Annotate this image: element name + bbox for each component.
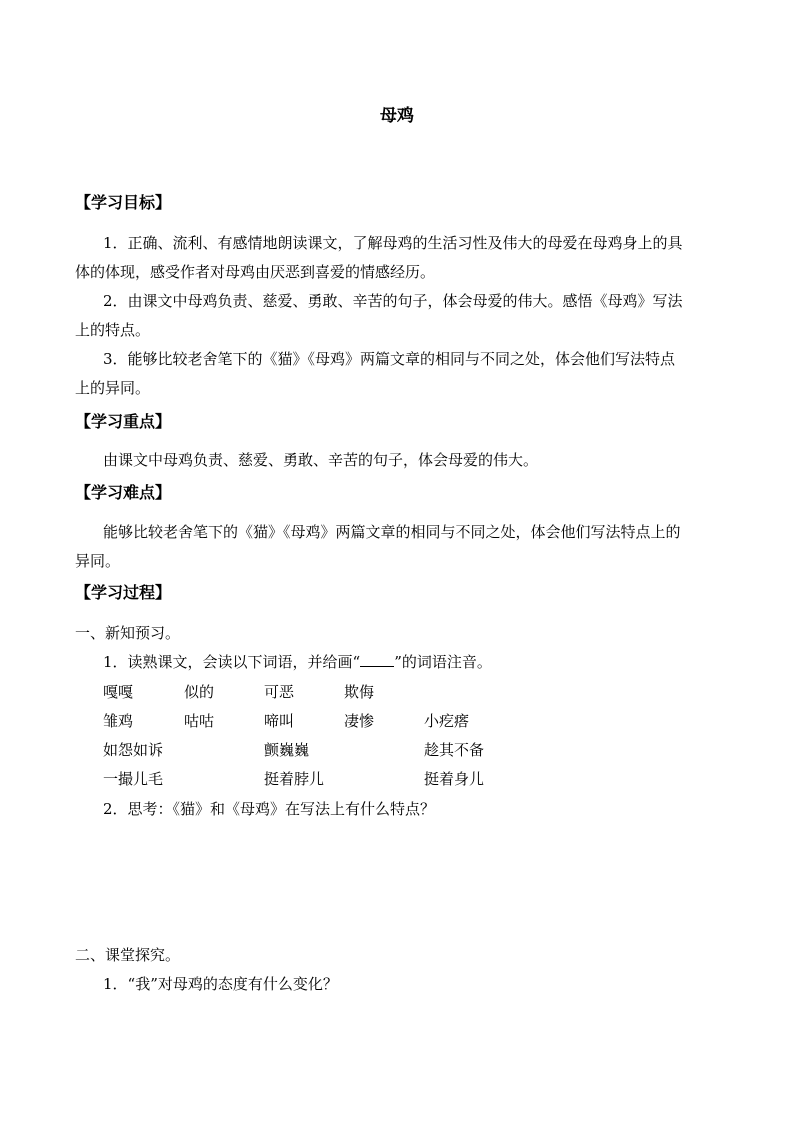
goal-2-line-2: 上的特点。 bbox=[75, 321, 151, 339]
question-1-prefix: 1．读熟课文，会读以下词语，并给画“ bbox=[103, 653, 361, 671]
word: 欺侮 bbox=[344, 683, 375, 701]
section-1-title: 一、新知预习。 bbox=[75, 624, 181, 642]
goal-3-line-2: 上的异同。 bbox=[75, 379, 151, 397]
underline-blank bbox=[360, 654, 394, 667]
focus-heading: 【学习重点】 bbox=[75, 412, 172, 431]
word: 小疙瘩 bbox=[424, 712, 470, 730]
word: 咕咕 bbox=[184, 712, 215, 730]
question-2: 2．思考：《猫》和《母鸡》在写法上有什么特点？ bbox=[103, 800, 436, 818]
goal-2-line-1: 2．由课文中母鸡负责、慈爱、勇敢、辛苦的句子，体会母爱的伟大。感悟《母鸡》写法 bbox=[103, 292, 683, 310]
word: 趁其不备 bbox=[424, 741, 485, 759]
goals-heading: 【学习目标】 bbox=[75, 193, 172, 212]
difficulty-line-2: 异同。 bbox=[75, 552, 121, 570]
focus-text: 由课文中母鸡负责、慈爱、勇敢、辛苦的句子，体会母爱的伟大。 bbox=[103, 451, 539, 469]
difficulty-line-1: 能够比较老舍笔下的《猫》《母鸡》两篇文章的相同与不同之处，体会他们写法特点上的 bbox=[103, 523, 681, 541]
goal-1-line-2: 体的体现，感受作者对母鸡由厌恶到喜爱的情感经历。 bbox=[75, 263, 436, 281]
word: 挺着身儿 bbox=[424, 770, 485, 788]
difficulty-heading: 【学习难点】 bbox=[75, 483, 172, 502]
word: 颤巍巍 bbox=[264, 741, 310, 759]
word: 嘎嘎 bbox=[103, 683, 134, 701]
question-3: 1．“我”对母鸡的态度有什么变化？ bbox=[103, 975, 338, 993]
goal-1-line-1: 1．正确、流利、有感情地朗读课文，了解母鸡的生活习性及伟大的母爱在母鸡身上的具 bbox=[103, 234, 683, 252]
goal-3-line-1: 3．能够比较老舍笔下的《猫》《母鸡》两篇文章的相同与不同之处，体会他们写法特点 bbox=[103, 350, 676, 368]
question-1-suffix: ”的词语注音。 bbox=[394, 653, 492, 671]
word: 一撮儿毛 bbox=[103, 770, 164, 788]
word: 雏鸡 bbox=[103, 712, 134, 730]
word: 凄惨 bbox=[344, 712, 375, 730]
question-1 bbox=[103, 652, 492, 672]
word: 挺着脖儿 bbox=[264, 770, 325, 788]
word: 可恶 bbox=[264, 683, 295, 701]
word: 如怨如诉 bbox=[103, 741, 164, 759]
section-2-title: 二、课堂探究。 bbox=[75, 946, 181, 964]
word: 啼叫 bbox=[264, 712, 295, 730]
page-title: 母鸡 bbox=[380, 106, 414, 126]
process-heading: 【学习过程】 bbox=[75, 583, 172, 602]
word: 似的 bbox=[184, 683, 215, 701]
